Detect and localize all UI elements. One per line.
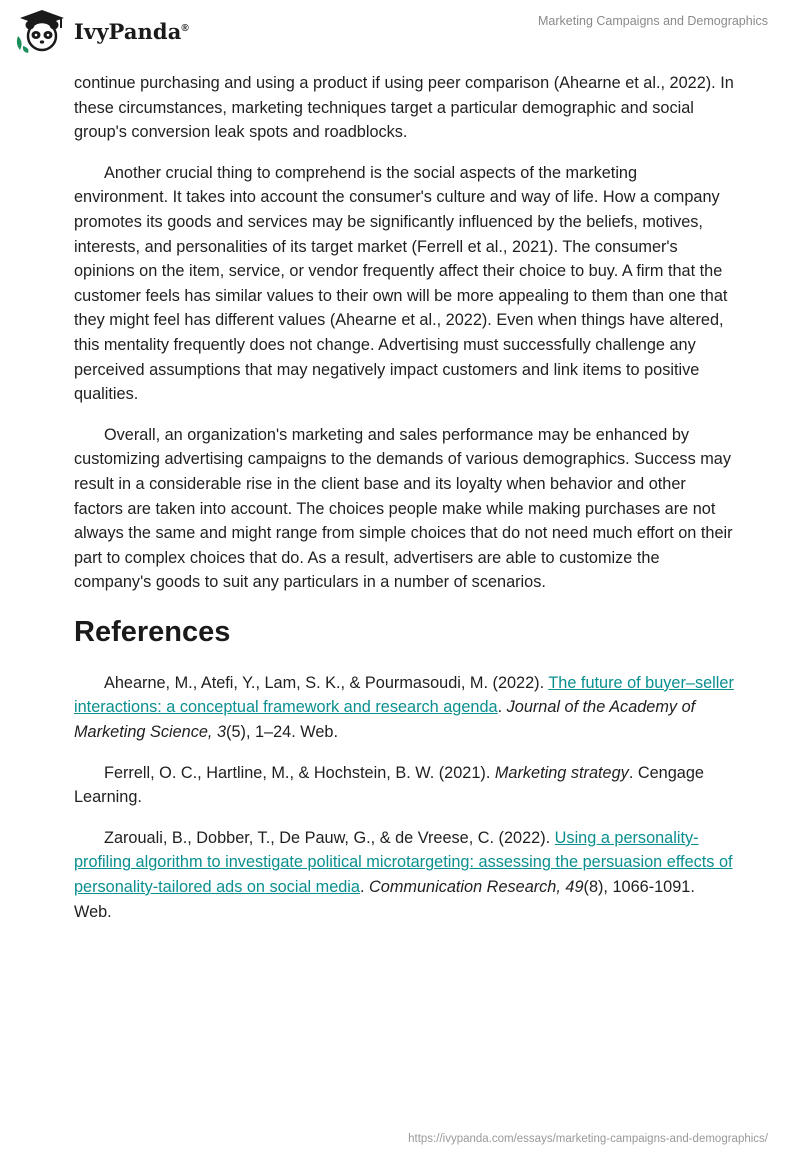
reference-item: Zarouali, B., Dobber, T., De Pauw, G., & de Vreese, C. (2022). Using a personality-profiling algorithm to investigate political microtargeting: assessing the persuasion effects of personality-tailored ads on social media. Communication Research, 49(8), 1066-1091. Web. [74, 828, 733, 921]
page-header [0, 0, 800, 70]
paragraph-continuation: continue purchasing and using a product if using peer comparison (Ahearne et al., 2022). In these circumstances, marketing techniques target a particular demographic and social group's conversion leak spots and roadblocks. [74, 74, 734, 142]
reference-link-zarouali[interactable]: Using a personality-profiling algorithm to investigate political microtargeting: assessing the persuasion effects of personality-tailored ads on social media [74, 828, 733, 897]
panda-logo-icon [14, 8, 70, 54]
reference-item: Ahearne, M., Atefi, Y., Lam, S. K., & Pourmasoudi, M. (2022). The future of buyer–seller interactions: a conceptual framework and research agenda. Journal of the Academy of Marketing Science, 3(5), 1–24. Web. [74, 673, 734, 742]
paragraph-social-aspects: Another crucial thing to comprehend is the social aspects of the marketing environment. It takes into account the consumer's culture and way of life. How a company promotes its goods and services may be significantly influenced by the beliefs, motives, interests, and personalities of its target market (Ferrell et al., 2021). The consumer's opinions on the item, service, or vendor frequently affect their choice to buy. A firm that the customer feels has similar values to their own will be more appealing to them than one that they might feel has different values (Ahearne et al., 2022). Even when things have altered, this mentality frequently does not change. Advertising must successfully challenge any perceived assumptions that may negatively impact customers and link items to positive qualities. [74, 163, 728, 404]
essay-content [74, 71, 734, 940]
references-heading: References [74, 615, 231, 648]
reference-link-ahearne[interactable]: The future of buyer–seller interactions: a conceptual framework and research agenda [74, 673, 734, 717]
brand-logo[interactable] [14, 8, 189, 54]
document-title: Marketing Campaigns and Demographics [538, 14, 768, 28]
reference-item: Ferrell, O. C., Hartline, M., & Hochstein, B. W. (2021). Marketing strategy. Cengage Learning. [74, 763, 704, 807]
paragraph-conclusion: Overall, an organization's marketing and sales performance may be enhanced by customizing advertising campaigns to the demands of various demographics. Success may result in a considerable rise in the client base and its loyalty when behavior and other factors are taken into account. The choices people make while making purchases are not always the same and might range from simple choices that do not need much effort on their part to complex choices that do. As a result, advertisers are able to customize the company's goods to suit any particulars in a number of scenarios. [74, 425, 733, 592]
brand-name: IvyPanda® [74, 18, 189, 44]
source-url: https://ivypanda.com/essays/marketing-campaigns-and-demographics/ [408, 1133, 768, 1145]
